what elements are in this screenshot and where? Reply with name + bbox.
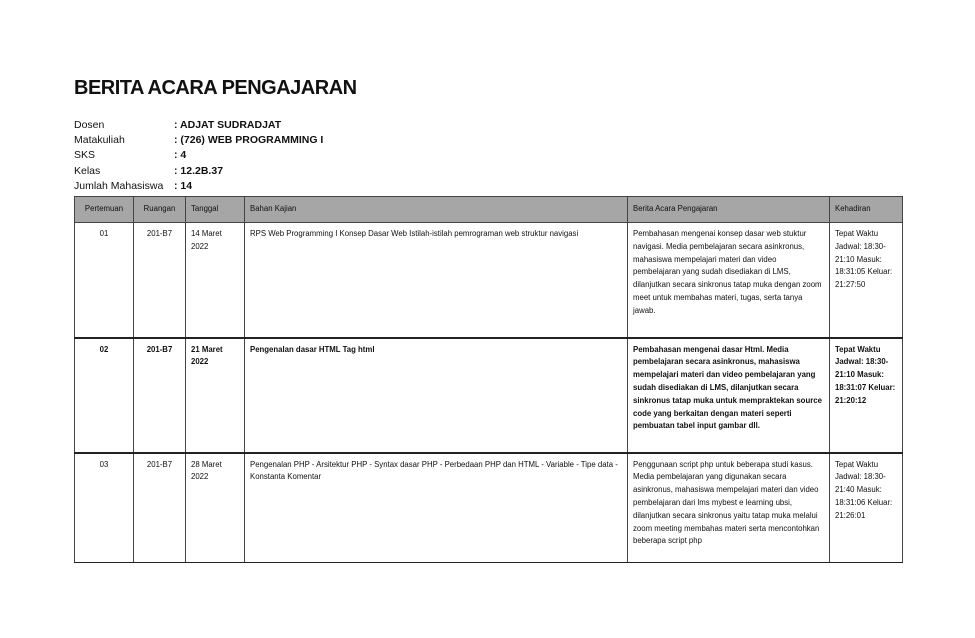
meta-block (74, 118, 902, 194)
cell-bahan-kajian: RPS Web Programming I Konsep Dasar Web Istilah-istilah pemrograman web struktur navigasi (245, 223, 628, 338)
header-ruangan: Ruangan (134, 197, 186, 223)
kelas-label: Kelas (74, 164, 101, 177)
cell-bahan-kajian: Pengenalan PHP - Arsitektur PHP - Syntax dasar PHP - Perbedaan PHP dan HTML - Variable - Tipe data - Konstanta Komentar (245, 453, 628, 563)
cell-ruangan: 201-B7 (134, 453, 186, 563)
meta-row-kelas (74, 164, 902, 179)
header-kehadiran: Kehadiran (830, 197, 903, 223)
header-tanggal: Tanggal (186, 197, 245, 223)
matakuliah-value: : (726) WEB PROGRAMMING I (174, 134, 324, 147)
cell-berita-acara: Pembahasan mengenai konsep dasar web stuktur navigasi. Media pembelajaran secara asinkronus, mahasiswa mempelajari materi dan video pembelajaran yang sudah disediakan di LMS, dilanjutkan secara sinkronus tatap muka dengan zoom meet untuk membahas materi, tugas, serta tanya jawab. (628, 223, 830, 338)
cell-kehadiran: Tepat Waktu Jadwal: 18:30-21:40 Masuk: 18:31:06 Keluar: 21:26:01 (830, 453, 903, 563)
jumlah-value: : 14 (174, 179, 193, 192)
cell-berita-acara: Penggunaan script php untuk beberapa studi kasus. Media pembelajaran yang digunakan secara asinkronus, mahasiswa mempelajari materi dan video pembelajaran dari lms mybest e learning ubsi, dilanjutkan secara sinkronus yaitu tatap muka melalui zoom meeting membahas materi serta mencontohkan beberapa script php (628, 453, 830, 563)
cell-berita-acara: Pembahasan mengenai dasar Html. Media pembelajaran secara asinkronus, mahasiswa mempelajari materi dan video pembelajaran yang sudah disediakan di LMS, dilanjutkan secara sinkronus tatap muka untuk mempraktekan source code yang berkaitan dengan materi seperti pembuatan tabel input gambar dll. (628, 338, 830, 453)
header-bahan-kajian: Bahan Kajian (245, 197, 628, 223)
cell-pertemuan: 01 (75, 223, 134, 338)
cell-kehadiran: Tepat Waktu Jadwal: 18:30-21:10 Masuk: 18:31:07 Keluar: 21:20:12 (830, 338, 903, 453)
cell-tanggal: 21 Maret 2022 (186, 338, 245, 453)
cell-bahan-kajian: Pengenalan dasar HTML Tag html (245, 338, 628, 453)
meta-row-dosen (74, 118, 902, 133)
sks-label: SKS (74, 149, 96, 162)
cell-tanggal: 28 Maret 2022 (186, 453, 245, 563)
cell-tanggal: 14 Maret 2022 (186, 223, 245, 338)
meta-row-sks (74, 148, 902, 163)
header-pertemuan: Pertemuan (75, 197, 134, 223)
cell-kehadiran: Tepat Waktu Jadwal: 18:30-21:10 Masuk: 18:31:05 Keluar: 21:27:50 (830, 223, 903, 338)
kelas-value: : 12.2B.37 (174, 164, 224, 177)
table-header-row (75, 197, 903, 223)
cell-ruangan: 201-B7 (134, 223, 186, 338)
document-title: BERITA ACARA PENGAJARAN (74, 77, 357, 99)
dosen-label: Dosen (74, 119, 105, 131)
cell-pertemuan: 03 (75, 453, 134, 563)
meta-row-jumlah (74, 179, 902, 194)
table-row (75, 223, 903, 338)
jumlah-label: Jumlah Mahasiswa (74, 179, 164, 192)
table-row (75, 453, 903, 563)
cell-ruangan: 201-B7 (134, 338, 186, 453)
dosen-value: : ADJAT SUDRADJAT (174, 119, 282, 131)
document-page (74, 76, 902, 563)
sks-value: : 4 (174, 149, 187, 162)
meta-row-matakuliah (74, 133, 902, 148)
teaching-log-table (74, 196, 903, 563)
cell-pertemuan: 02 (75, 338, 134, 453)
header-berita-acara: Berita Acara Pengajaran (628, 197, 830, 223)
table-row (75, 338, 903, 453)
matakuliah-label: Matakuliah (74, 134, 125, 147)
